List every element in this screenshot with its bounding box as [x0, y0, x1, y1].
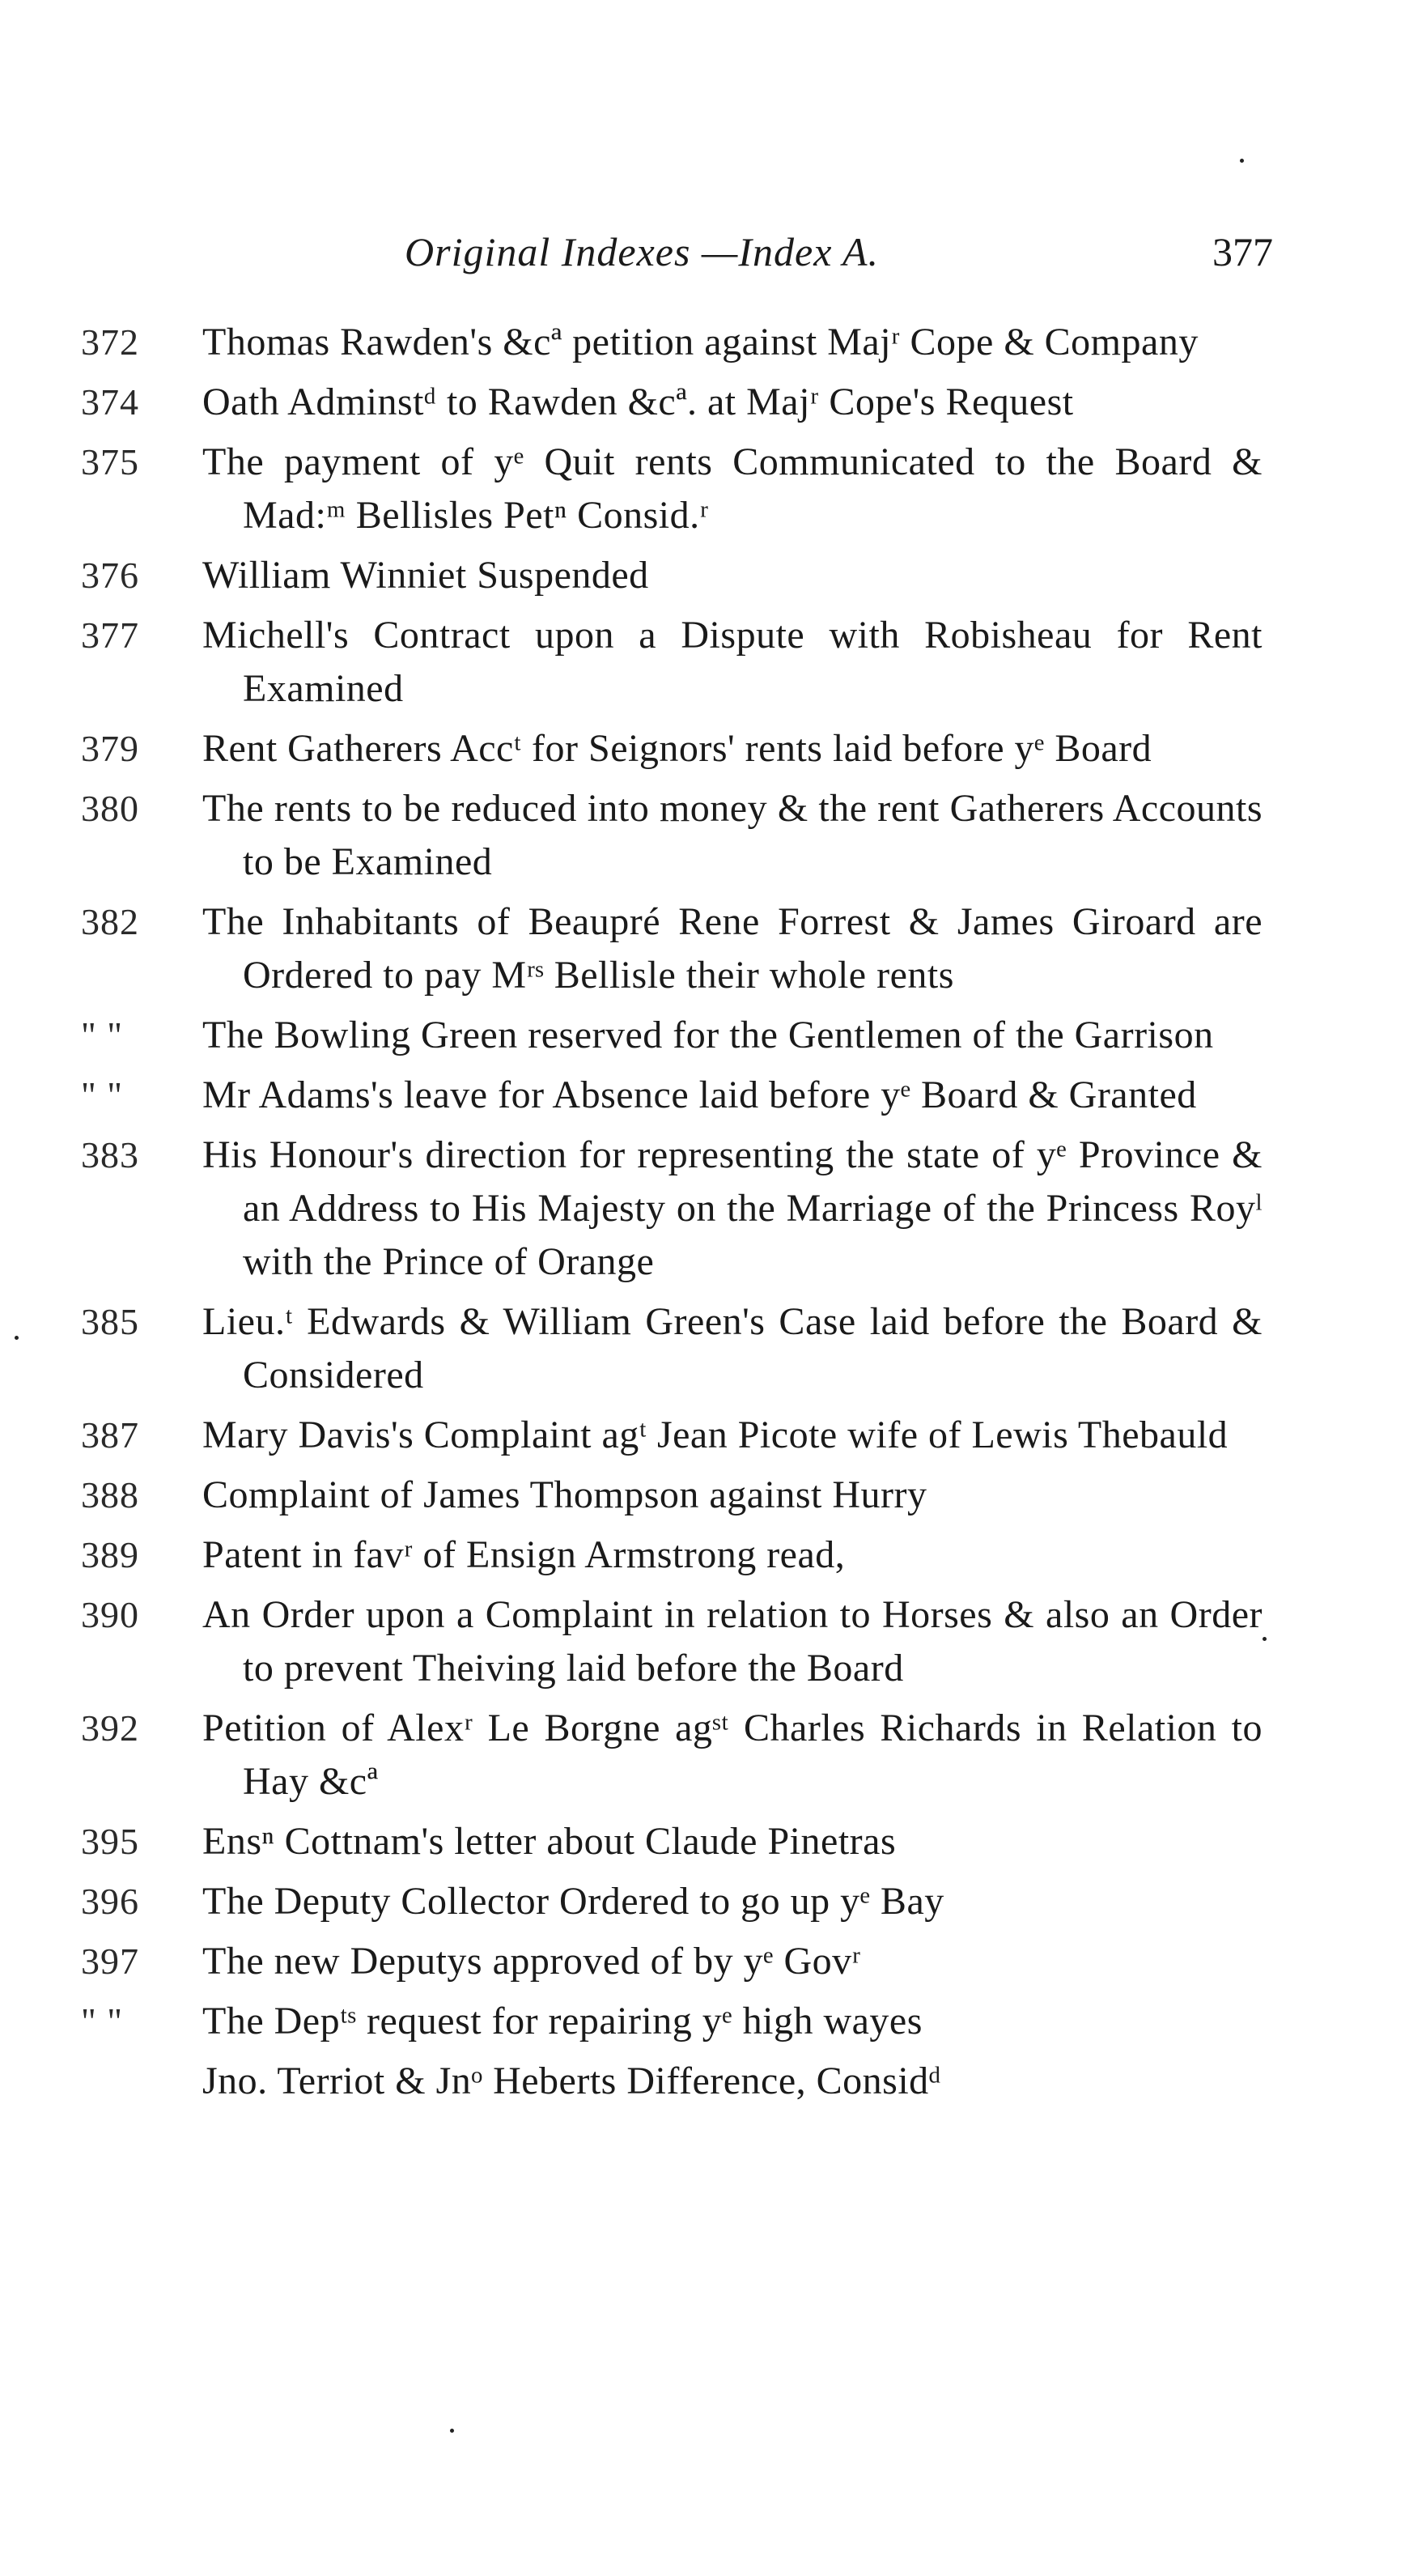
- entry-page-ref: 388: [81, 1474, 139, 1515]
- entry-page-ref: 377: [81, 614, 139, 656]
- running-title: Original Indexes —Index A.: [405, 229, 880, 274]
- entry-text: Mr Adams's leave for Absence laid before yᵉ Board & Granted: [202, 1073, 1197, 1116]
- index-entry: [81, 1702, 1263, 1809]
- index-entry: [81, 1935, 1263, 1988]
- entry-text: His Honour's direction for representing the state of yᵉ Province & an Address to His Majesty on the Marriage of the Princess Royˡ with the Prince of Orange: [202, 1133, 1263, 1283]
- entry-text: William Winniet Suspended: [202, 554, 649, 597]
- entry-page-ref: 372: [81, 321, 139, 363]
- entry-page-ref: " ": [81, 1074, 124, 1116]
- index-entry: [81, 1129, 1263, 1289]
- index-entries: [81, 316, 1263, 2115]
- entry-text: Jno. Terriot & Jnᵒ Heberts Difference, Considᵈ: [202, 2060, 942, 2102]
- entry-page-ref: 379: [81, 728, 139, 769]
- index-entry: [81, 722, 1263, 776]
- index-entry: [81, 782, 1263, 889]
- entry-text: Thomas Rawden's &cª petition against Majʳ Cope & Company: [202, 321, 1199, 363]
- index-entry: [81, 316, 1263, 369]
- entry-page-ref: 374: [81, 381, 139, 423]
- entry-text: The Inhabitants of Beaupré Rene Forrest & James Giroard are Ordered to pay Mʳˢ Bellisle their whole rents: [202, 900, 1263, 997]
- scan-speck: [1263, 1637, 1267, 1641]
- entry-page-ref: " ": [81, 2000, 124, 2042]
- entry-text: The payment of yᵉ Quit rents Communicated to the Board & Mad:ᵐ Bellisles Petⁿ Consid.ʳ: [202, 440, 1263, 537]
- entry-page-ref: 390: [81, 1594, 139, 1635]
- scan-speck: [15, 1336, 19, 1340]
- index-entry: [81, 1409, 1263, 1462]
- scan-speck: [1240, 159, 1244, 163]
- page-number: 377: [1212, 229, 1273, 274]
- index-entry: [81, 436, 1263, 542]
- entry-page-ref: 382: [81, 901, 139, 942]
- entry-text: The new Deputys approved of by yᵉ Govʳ: [202, 1940, 861, 1983]
- index-entry: [81, 1995, 1263, 2048]
- index-entry: [81, 895, 1263, 1002]
- entry-page-ref: 380: [81, 788, 139, 829]
- index-entry: [81, 1069, 1263, 1122]
- entry-page-ref: 375: [81, 441, 139, 482]
- index-entry: [81, 609, 1263, 716]
- index-entry: [81, 549, 1263, 602]
- entry-page-ref: 397: [81, 1941, 139, 1982]
- entry-page-ref: 376: [81, 555, 139, 596]
- index-entry: [81, 1815, 1263, 1868]
- index-entry: [81, 1469, 1263, 1522]
- entry-text: Petition of Alexʳ Le Borgne agˢᵗ Charles Richards in Relation to Hay &cª: [202, 1707, 1263, 1803]
- entry-page-ref: 383: [81, 1134, 139, 1175]
- index-entry: [81, 1009, 1263, 1062]
- index-entry: [81, 376, 1263, 429]
- entry-text: Patent in favʳ of Ensign Armstrong read,: [202, 1533, 846, 1576]
- entry-page-ref: 396: [81, 1881, 139, 1922]
- entry-text: The rents to be reduced into money & the rent Gatherers Accounts to be Examined: [202, 787, 1263, 883]
- entry-page-ref: 385: [81, 1301, 139, 1342]
- entry-text: Michell's Contract upon a Dispute with Robisheau for Rent Examined: [202, 614, 1263, 710]
- entry-text: Ensⁿ Cottnam's letter about Claude Pinetras: [202, 1820, 897, 1863]
- entry-page-ref: 392: [81, 1707, 139, 1749]
- entry-text: An Order upon a Complaint in relation to Horses & also an Order to prevent Theiving laid before the Board: [202, 1593, 1263, 1690]
- entry-text: Oath Adminstᵈ to Rawden &cª. at Majʳ Cope's Request: [202, 380, 1074, 423]
- index-entry: [81, 1295, 1263, 1402]
- entry-text: The Deputy Collector Ordered to go up yᵉ Bay: [202, 1880, 944, 1923]
- entry-text: Complaint of James Thompson against Hurry: [202, 1473, 927, 1516]
- index-entry: [81, 1875, 1263, 1928]
- entry-text: Mary Davis's Complaint agᵗ Jean Picote wife of Lewis Thebauld: [202, 1413, 1229, 1456]
- index-entry: [81, 2055, 1263, 2108]
- index-entry: [81, 1528, 1263, 1582]
- entry-text: Rent Gatherers Accᵗ for Seignors' rents laid before yᵉ Board: [202, 727, 1152, 770]
- entry-page-ref: 395: [81, 1821, 139, 1862]
- entry-text: Lieu.ᵗ Edwards & William Green's Case laid before the Board & Considered: [202, 1300, 1263, 1396]
- entry-page-ref: 387: [81, 1414, 139, 1456]
- entry-page-ref: " ": [81, 1014, 124, 1056]
- entry-page-ref: 389: [81, 1534, 139, 1575]
- entry-text: The Bowling Green reserved for the Gentlemen of the Garrison: [202, 1014, 1214, 1056]
- scan-speck: [450, 2429, 454, 2433]
- index-entry: [81, 1588, 1263, 1695]
- entry-text: The Depᵗˢ request for repairing yᵉ high wayes: [202, 2000, 923, 2043]
